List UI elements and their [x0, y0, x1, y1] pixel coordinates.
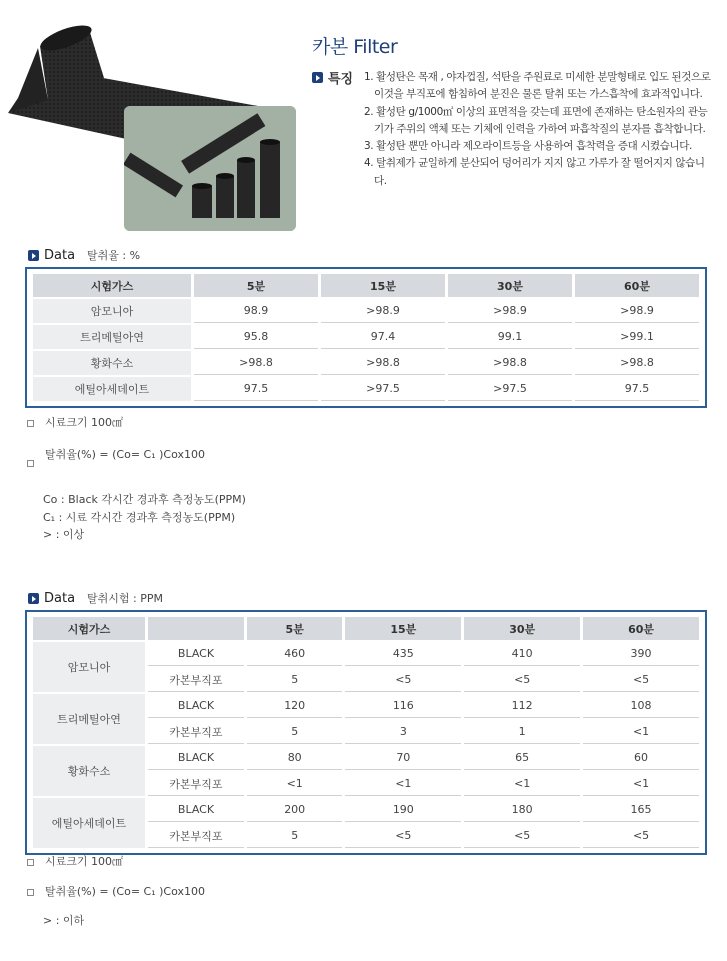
table-cell: 390	[583, 642, 699, 666]
table-cell: 70	[345, 746, 461, 770]
formula-note	[27, 446, 205, 462]
sample-type-cell: 카본부직포	[148, 720, 244, 744]
arrow-bullet-icon	[28, 250, 39, 261]
column-header	[148, 617, 244, 640]
table-cell: <5	[464, 668, 580, 692]
deodorization-rate-table	[25, 267, 707, 408]
table-cell: <5	[345, 668, 461, 692]
feature-item: 2. 활성탄 g/1000㎡ 이상의 표면적을 갖는데 표면에 존재하는 탄소원자의 관능기가 주위의 액체 또는 기체에 인력을 가하여 파흡착질의 분자를 흡착합니다.	[364, 105, 708, 135]
gas-name-cell: 트리메틸아연	[33, 694, 145, 744]
table-cell: >98.8	[321, 351, 445, 375]
column-header: 60분	[575, 274, 699, 297]
note-text: 시료크기 100㎠	[45, 416, 123, 429]
table-cell: 5	[247, 668, 342, 692]
carbon-filter-cartridges-image	[124, 106, 296, 231]
table-cell: 112	[464, 694, 580, 718]
table-row	[33, 798, 699, 822]
table-cell: >98.8	[575, 351, 699, 375]
gas-name-cell: 황화수소	[33, 746, 145, 796]
table-cell: 200	[247, 798, 342, 822]
sample-type-cell: BLACK	[148, 746, 244, 770]
feature-item: 3. 활성탄 뿐만 아니라 제오라이트등을 사용하여 흡착력을 증대 시켰습니다.	[364, 140, 692, 153]
sample-type-cell: BLACK	[148, 694, 244, 718]
table-cell: 97.5	[575, 377, 699, 401]
features-label: 특징	[328, 72, 354, 87]
column-header: 60분	[583, 617, 699, 640]
legend-line: Co : Black 각시간 경과후 측정농도(PPM)	[43, 493, 246, 506]
table-cell: 5	[247, 824, 342, 848]
table-cell: <1	[464, 772, 580, 796]
sample-type-cell: 카본부직포	[148, 772, 244, 796]
table-cell: 120	[247, 694, 342, 718]
section1-label: Data	[44, 247, 76, 263]
features-heading	[312, 68, 353, 87]
table-cell: 99.1	[448, 325, 572, 349]
table-cell: >97.5	[321, 377, 445, 401]
legend-line: > : 이하	[43, 914, 85, 927]
table-cell: 65	[464, 746, 580, 770]
table-cell: 97.5	[194, 377, 318, 401]
table-cell: 60	[583, 746, 699, 770]
table-row	[33, 377, 699, 401]
table-cell: <1	[345, 772, 461, 796]
table-header-row	[33, 617, 699, 640]
table-cell: 410	[464, 642, 580, 666]
square-bullet-icon	[27, 859, 34, 866]
column-header: 5분	[247, 617, 342, 640]
feature-item: 1. 활성탄은 목재 , 야자껍질, 석탄을 주원료로 미세한 분말형태로 입도 된것으로 이것을 부직포에 함침하여 분진은 물론 탈취 또는 가스흡착에 효과적입니다.	[364, 71, 711, 101]
table-cell: <1	[583, 772, 699, 796]
formula-note	[27, 883, 205, 899]
deodorization-test-table	[25, 610, 707, 855]
legend-line: > : 이상	[43, 528, 85, 541]
table-row	[33, 642, 699, 666]
gas-name-cell: 황화수소	[33, 351, 191, 375]
column-header: 5분	[194, 274, 318, 297]
section2-legend	[43, 912, 84, 930]
sample-type-cell: 카본부직포	[148, 824, 244, 848]
square-bullet-icon	[27, 420, 34, 427]
table-cell: 95.8	[194, 325, 318, 349]
table-row	[33, 299, 699, 323]
arrow-bullet-icon	[312, 72, 323, 83]
table-cell: 108	[583, 694, 699, 718]
legend-line: C₁ : 시료 각시간 경과후 측정농도(PPM)	[43, 510, 236, 524]
gas-name-cell: 에틸아세데이트	[33, 377, 191, 401]
table-header-row	[33, 274, 699, 297]
note-text: 탈취율(%) = (Co= C₁ )Cox100	[45, 448, 205, 461]
note-text: 탈취율(%) = (Co= C₁ )Cox100	[45, 885, 205, 898]
table-cell: >98.9	[575, 299, 699, 323]
sample-type-cell: BLACK	[148, 798, 244, 822]
sample-type-cell: BLACK	[148, 642, 244, 666]
table-cell: >98.9	[321, 299, 445, 323]
square-bullet-icon	[27, 889, 34, 896]
sample-size-note	[27, 853, 123, 869]
product-title: 카본 Filter	[312, 36, 398, 58]
table-row	[33, 746, 699, 770]
section1-legend	[43, 491, 246, 544]
section1-heading	[28, 247, 140, 263]
gas-name-cell: 에틸아세데이트	[33, 798, 145, 848]
table-cell: 180	[464, 798, 580, 822]
table-cell: >99.1	[575, 325, 699, 349]
column-header: 15분	[321, 274, 445, 297]
table-row	[33, 694, 699, 718]
sample-type-cell: 카본부직포	[148, 668, 244, 692]
column-header: 시험가스	[33, 274, 191, 297]
gas-name-cell: 암모니아	[33, 299, 191, 323]
table-cell: 3	[345, 720, 461, 744]
table-cell: >98.9	[448, 299, 572, 323]
section2-subtitle: 탈취시험 : PPM	[87, 592, 164, 605]
table-cell: <1	[247, 772, 342, 796]
table-row	[33, 351, 699, 375]
table-cell: <5	[583, 824, 699, 848]
table-cell: >98.8	[194, 351, 318, 375]
table-cell: 5	[247, 720, 342, 744]
feature-item: 4. 탈취제가 균일하게 분산되어 덩어리가 지지 않고 가루가 잘 떨어지지 않습니다.	[364, 157, 705, 187]
table-cell: 460	[247, 642, 342, 666]
section2-label: Data	[44, 590, 76, 606]
table-cell: 1	[464, 720, 580, 744]
table-cell: <5	[464, 824, 580, 848]
column-header: 30분	[464, 617, 580, 640]
square-bullet-icon	[27, 460, 34, 467]
column-header: 30분	[448, 274, 572, 297]
table-cell: 97.4	[321, 325, 445, 349]
table-cell: 80	[247, 746, 342, 770]
note-text: 시료크기 100㎠	[45, 855, 123, 868]
table-cell: <1	[583, 720, 699, 744]
table-cell: <5	[345, 824, 461, 848]
table-row	[33, 325, 699, 349]
column-header: 시험가스	[33, 617, 145, 640]
table-cell: >98.8	[448, 351, 572, 375]
table-cell: 116	[345, 694, 461, 718]
features-list	[364, 69, 714, 190]
arrow-bullet-icon	[28, 593, 39, 604]
section1-subtitle: 탈취율 : %	[87, 249, 141, 262]
table-cell: <5	[583, 668, 699, 692]
table-cell: >97.5	[448, 377, 572, 401]
column-header: 15분	[345, 617, 461, 640]
gas-name-cell: 트리메틸아연	[33, 325, 191, 349]
section2-heading	[28, 590, 163, 606]
table-cell: 435	[345, 642, 461, 666]
table-cell: 98.9	[194, 299, 318, 323]
table-cell: 190	[345, 798, 461, 822]
gas-name-cell: 암모니아	[33, 642, 145, 692]
sample-size-note	[27, 414, 123, 430]
table-cell: 165	[583, 798, 699, 822]
